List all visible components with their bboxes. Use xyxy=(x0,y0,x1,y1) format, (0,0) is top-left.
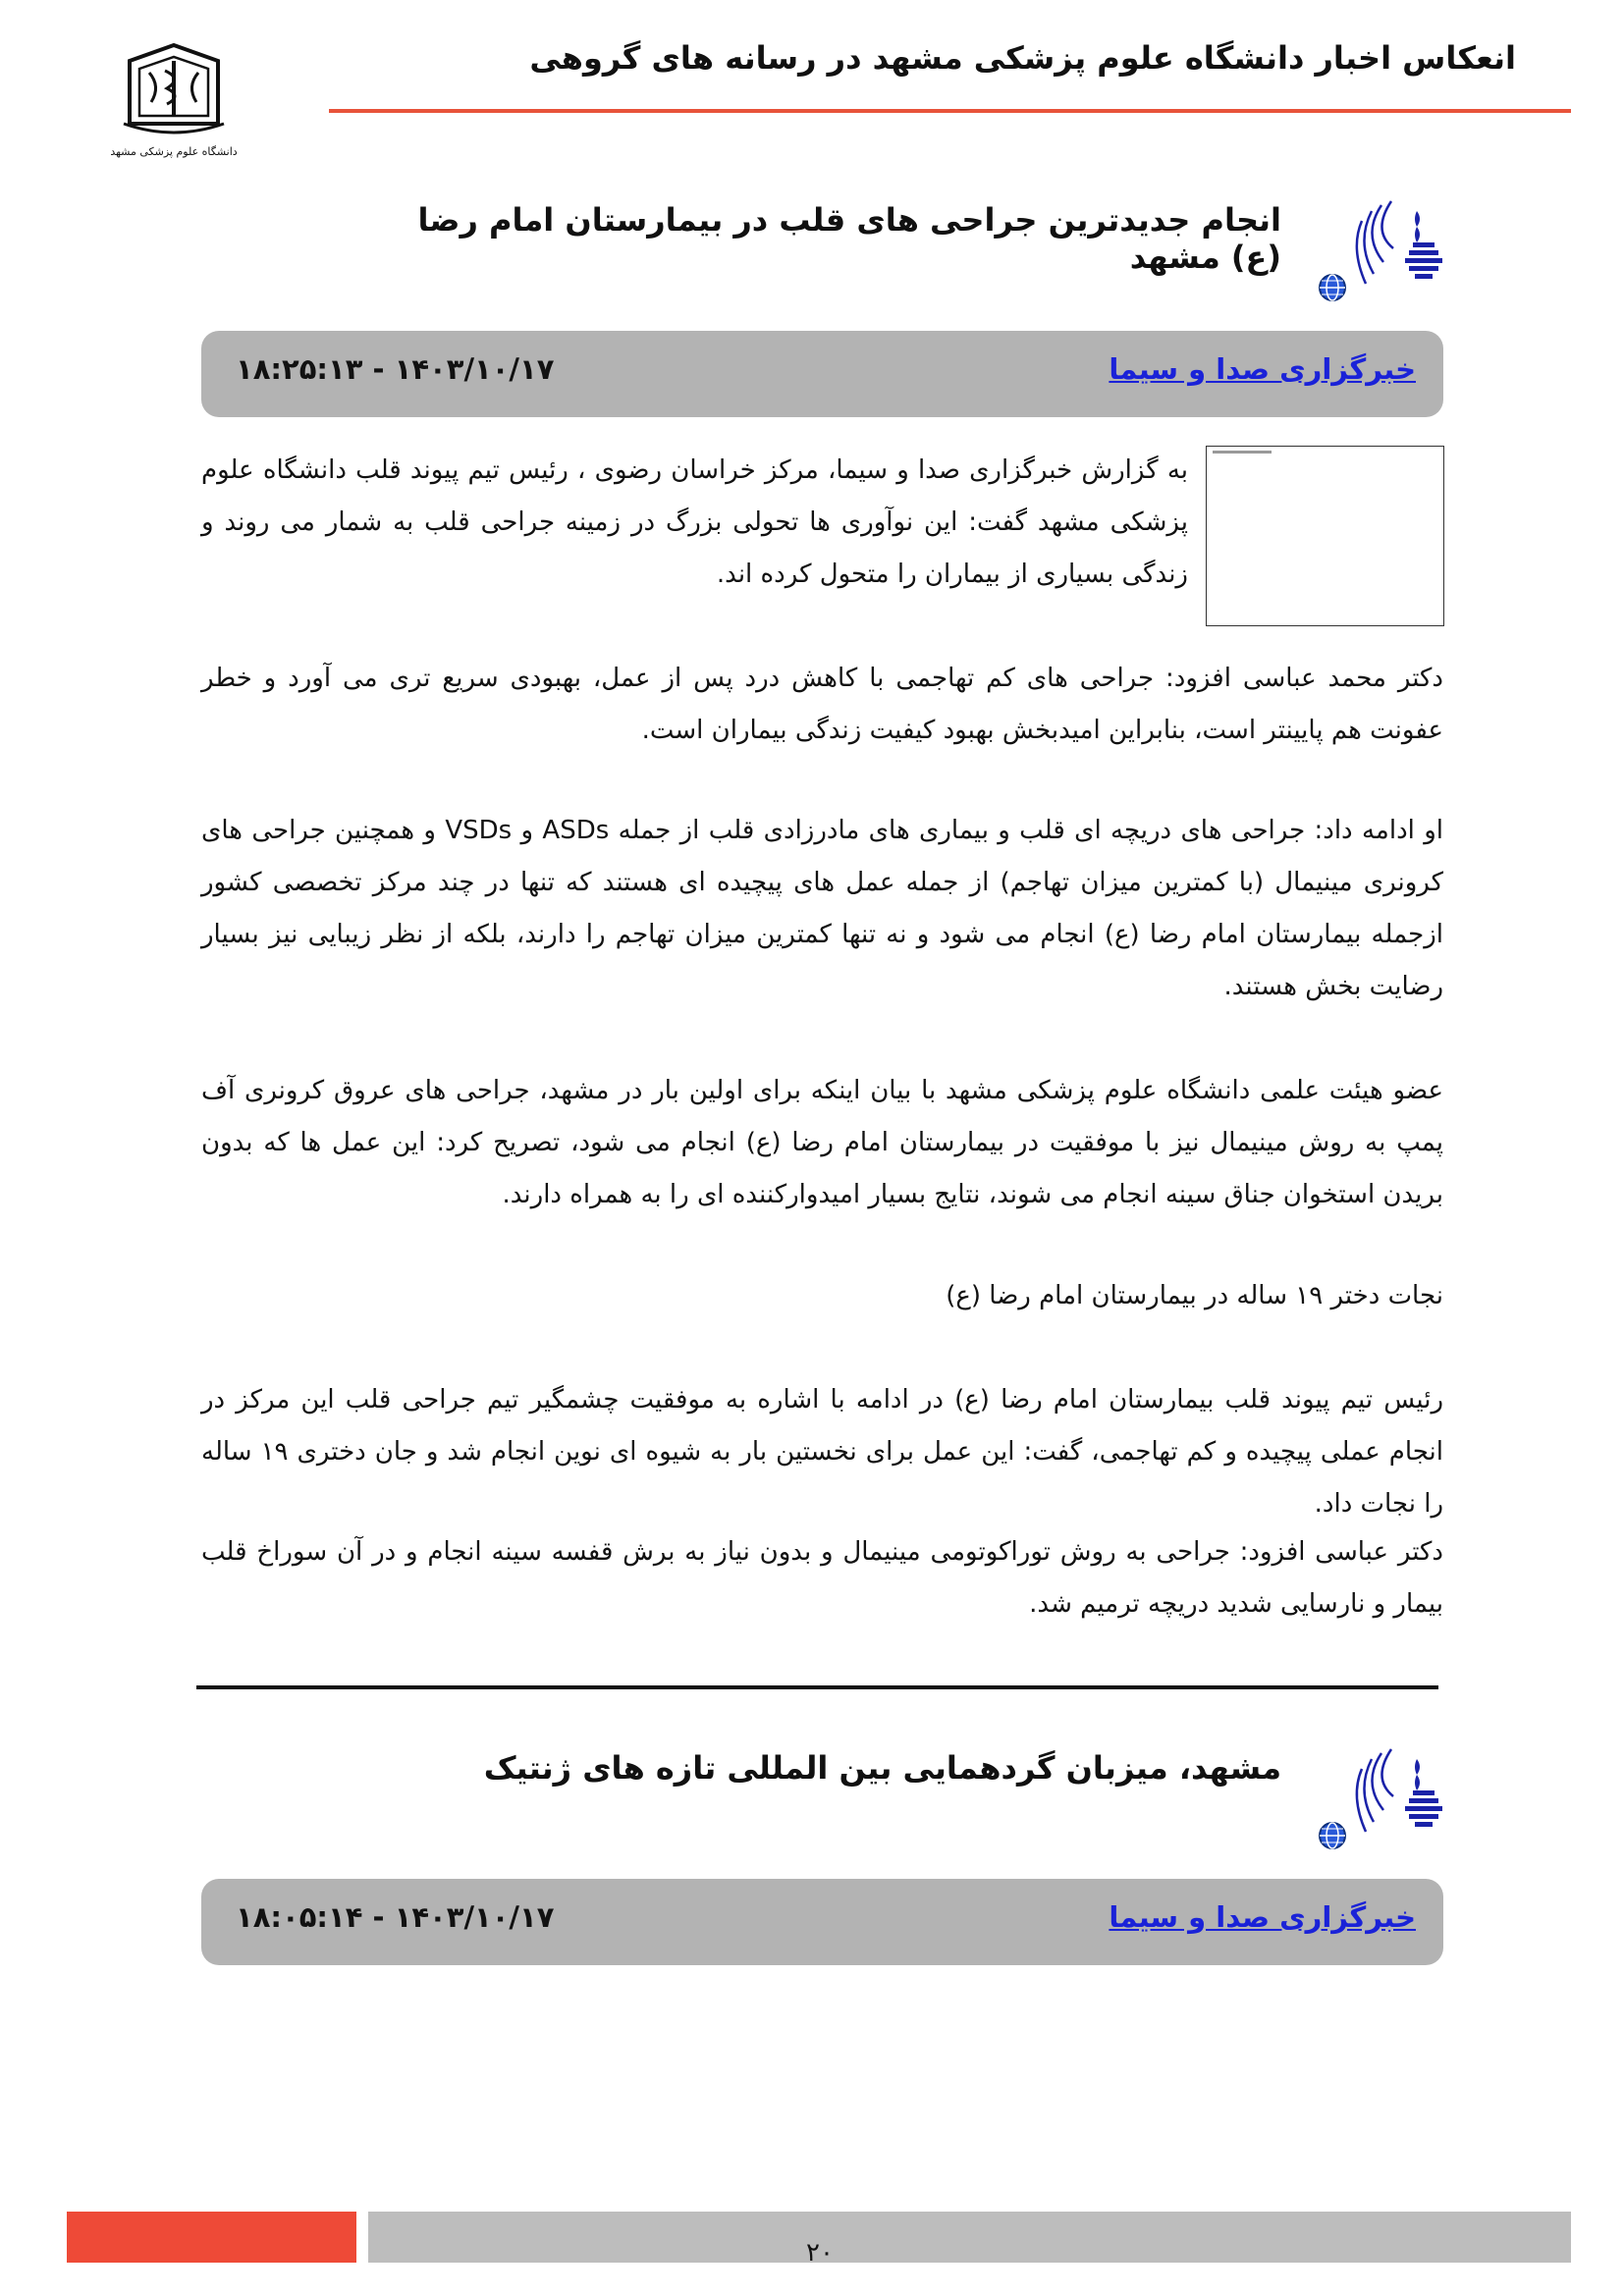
article-2-datetime: ۱۴۰۳/۱۰/۱۷ - ۱۸:۰۵:۱۴ xyxy=(236,1900,555,1934)
article-1-paragraph-4: عضو هیئت علمی دانشگاه علوم پزشکی مشهد با بیان اینکه برای اولین بار در مشهد، جراحی های عروق کرونری آف پمپ به روش مینیمال نیز با موفقیت در بیمارستان امام رضا (ع) انجام می شود، تصریح کرد: این عمل ها که بدون بریدن استخوان جناق سینه انجام می شوند، نتایج بسیار امیدوارکننده ای را به همراه دارند. xyxy=(201,1076,1443,1209)
irib-news-logo-icon xyxy=(1311,191,1448,304)
footer-red-bar xyxy=(67,2212,356,2263)
article-1-title: انجام جدیدترین جراحی های قلب در بیمارستان امام رضا (ع) مشهد xyxy=(417,201,1281,276)
article-divider xyxy=(196,1685,1438,1689)
irib-news-logo-icon xyxy=(1311,1739,1448,1852)
page-number: ۲۰ xyxy=(806,2238,834,2268)
article-1-info-bar xyxy=(201,331,1443,417)
article-1-source-link[interactable]: خبرگزاری صدا و سیما xyxy=(1109,352,1416,386)
article-1-image xyxy=(1206,446,1444,626)
article-1-subheading: نجات دختر ۱۹ ساله در بیمارستان امام رضا (ع) xyxy=(946,1281,1443,1310)
article-1-datetime: ۱۴۰۳/۱۰/۱۷ - ۱۸:۲۵:۱۳ xyxy=(236,352,555,386)
university-logo-icon xyxy=(110,39,238,165)
article-1-paragraph-2: دکتر محمد عباسی افزود: جراحی های کم تهاجمی با کاهش درد پس از عمل، بهبودی سریع تری می آورد و خطر عفونت هم پایینتر است، بنابراین امیدبخش بهبود کیفیت زندگی بیماران است. xyxy=(201,664,1443,745)
article-1-header xyxy=(393,191,1448,290)
footer-grey-bar xyxy=(368,2212,1571,2263)
article-1-paragraph-5: رئیس تیم پیوند قلب بیمارستان امام رضا (ع) در ادامه با اشاره به موفقیت چشمگیر تیم جراحی قلب این مرکز در انجام عملی پیچیده و کم تهاجمی، گفت: این عمل برای نخستین بار به شیوه ای نوین انجام شد و جان دختری ۱۹ ساله را نجات داد. xyxy=(201,1385,1443,1519)
globe-icon xyxy=(1320,1823,1345,1848)
header-accent-line xyxy=(329,109,1571,113)
image-placeholder-strip xyxy=(1213,451,1272,454)
article-1-paragraph-1: به گزارش خبرگزاری صدا و سیما، مرکز خراسان رضوی ، رئیس تیم پیوند قلب دانشگاه علوم پزشکی مشهد گفت: این نوآوری ها تحولی بزرگ در زمینه جراحی قلب به شمار می روند و زندگی بسیاری از بیماران را متحول کرده اند. xyxy=(201,455,1188,589)
article-1-paragraph-3: او ادامه داد: جراحی های دریچه ای قلب و بیماری های مادرزادی قلب از جمله ASDs و VSDs و همچنین جراحی های کرونری مینیمال (با کمترین میزان تهاجم) از جمله عمل های پیچیده ای هستند که تنها در چند مرکز تخصصی کشور ازجمله بیمارستان امام رضا (ع) انجام می شود و نه تنها کمترین میزان تهاجم را دارند، بلکه از نظر زیبایی نیز بسیار رضایت بخش هستند. xyxy=(201,816,1443,1001)
page-header-title: انعکاس اخبار دانشگاه علوم پزشکی مشهد در رسانه های گروهی xyxy=(529,39,1516,77)
article-2-header xyxy=(393,1739,1448,1838)
article-2-source-link[interactable]: خبرگزاری صدا و سیما xyxy=(1109,1900,1416,1934)
article-1-paragraph-6: دکتر عباسی افزود: جراحی به روش توراکوتومی مینیمال و بدون نیاز به برش قفسه سینه انجام و در آن سوراخ قلب بیمار و نارسایی شدید دریچه ترمیم شد. xyxy=(201,1537,1443,1619)
article-2-info-bar xyxy=(201,1879,1443,1965)
article-2-title: مشهد، میزبان گردهمایی بین المللی تازه های ژنتیک xyxy=(483,1749,1281,1787)
globe-icon xyxy=(1320,275,1345,300)
university-logo-caption: دانشگاه علوم پزشکی مشهد xyxy=(110,145,238,158)
